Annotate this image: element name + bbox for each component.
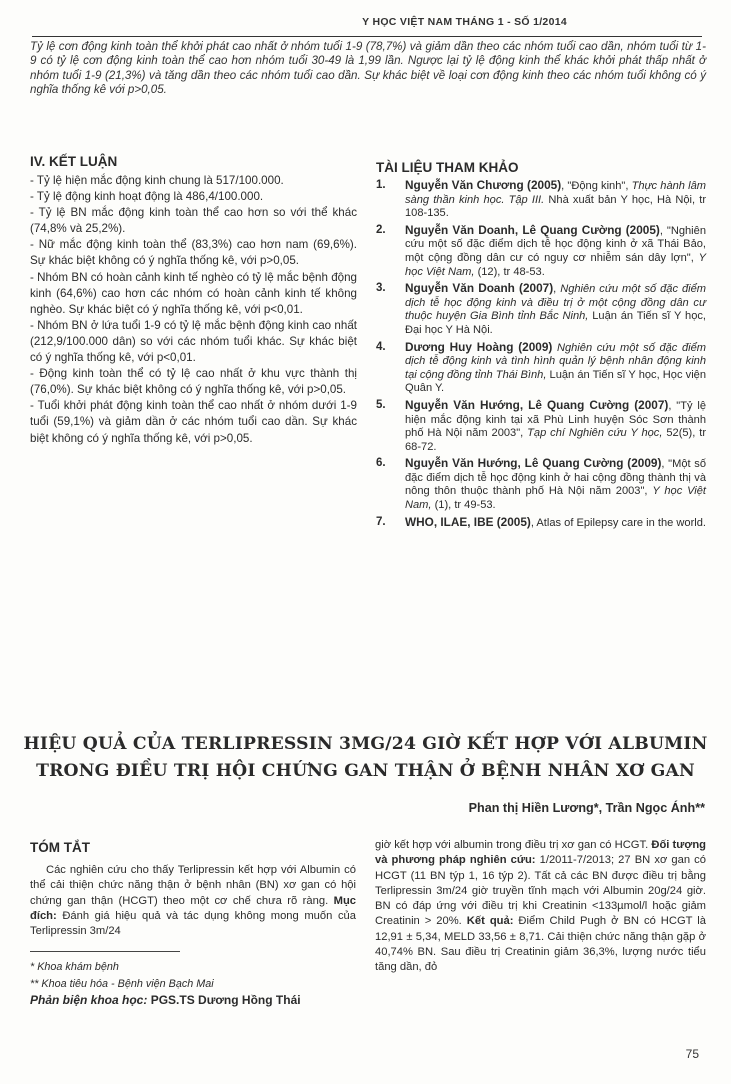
reference-source: Y học Việt Nam, (405, 485, 707, 512)
footnote-1: * Khoa khám bệnh (30, 961, 119, 973)
reference-text: , "Tỷ lệ hiện mắc động kinh tại xã Phù Linh huyện Sóc Sơn thành phố Hà Nội năm 2003", (405, 399, 706, 440)
abstract-text (30, 863, 356, 939)
intro-paragraph: Tỷ lệ cơn động kinh toàn thể khởi phát cao nhất ở nhóm tuổi 1-9 (78,7%) và giảm dần theo các nhóm tuổi cao dần, nhóm tuổi từ 1-9 có tỷ lệ cơn động kinh toàn thể cao hơn nhóm tuổi 30-49 là 1,99 lần. Ngược lại tỷ lệ động kinh thể khác khởi phát thấp nhất ở nhóm tuổi 1-9 (21,3%) và tăng dần theo các nhóm tuổi cao dần. Sự khác biệt về loại cơn động kinh theo các nhóm tuổi không có ý nghĩa thống kê với p>0,05. (30, 40, 706, 97)
reference-text: , "Động kinh", (561, 180, 632, 192)
reference-number: 3. (376, 282, 386, 295)
reference-author: Nguyễn Văn Chương (2005) (405, 178, 562, 192)
reviewer-label: Phản biện khoa học: (30, 993, 151, 1007)
abstract-text-part: 1/2011-7/2013; 27 BN xơ gan có HCGT (11 BN týp 1, 16 týp 2). Tất cả các BN được điều trị bằng Terlipressin 3m/24 giờ truyền tĩnh mạch với Albumin 20g/24 giờ. BN có đáp ứng với điều trị khi Creatinin <133µmol/l hoặc giảm Creatinin > 20%. (375, 854, 706, 928)
reference-number: 2. (376, 223, 386, 236)
reference-number: 4. (376, 340, 386, 353)
conclusion-item: - Tuổi khởi phát động kinh toàn thể cao nhất ở nhóm dưới 1-9 tuổi (59,1%) và giảm dần ở các nhóm tuổi cao dần. Sự khác biệt không có ý nghĩa thống kê, với p>0,05. (30, 399, 357, 445)
reference-text: Luận án Tiến sĩ Y học, Học viện Quân Y. (405, 368, 706, 395)
reference-text: , Atlas of Epilepsy care in the world. (530, 516, 706, 529)
reference-source: Nghiên cứu một số đặc điểm dịch tễ động kinh và tình hình quản lý bệnh nhân động kinh tại cộng đồng tỉnh Thái Bình, (405, 341, 706, 381)
reference-source: Nghiên cứu một số đặc điểm dịch tễ học động kinh và điều trị ở một cộng đồng dân cư thuộc huyện Gia Bình tỉnh Bắc Ninh, (405, 283, 706, 323)
journal-title: Y HỌC VIỆT NAM THÁNG 1 - SỐ 1/2014 (362, 16, 567, 28)
reference-author: Nguyễn Văn Hướng, Lê Quang Cường (2007) (405, 397, 669, 412)
conclusion-item: - Động kinh toàn thể có tỷ lệ cao nhất ở khu vực thành thị (76,0%). Sự khác biệt không có ý nghĩa thống kê, với p>0,05. (30, 367, 357, 397)
conclusion-section (30, 154, 357, 447)
references-title: TÀI LIỆU THAM KHẢO (376, 160, 519, 175)
reviewer-line (30, 992, 360, 1009)
reference-text: 52(5), tr 68-72. (405, 427, 707, 453)
reference-source: Y học Việt Nam, (405, 251, 706, 278)
references-list (376, 179, 706, 530)
reference-author: WHO, ILAE, IBE (2005) (405, 514, 531, 529)
reference-number: 7. (376, 515, 386, 528)
reference-text: Nhà xuất bản Y học, Hà Nội, tr 108-135. (405, 193, 707, 220)
journal-header (32, 12, 702, 37)
references-section (376, 160, 706, 533)
page-number: 75 (685, 1047, 699, 1061)
reference-item (376, 282, 706, 337)
abstract-left-column (30, 840, 356, 939)
reference-author: Nguyễn Văn Doanh, Lê Quang Cường (2005) (405, 222, 660, 237)
conclusion-title: IV. KẾT LUẬN (30, 154, 118, 169)
footnote-2: ** Khoa tiêu hóa - Bệnh viện Bạch Mai (30, 977, 214, 990)
reference-author: Nguyễn Văn Doanh (2007) (405, 281, 554, 296)
reference-author: Dương Huy Hoàng (2009) (405, 339, 553, 354)
footnote-divider (30, 951, 180, 952)
reference-item (376, 399, 706, 454)
abstract-text (375, 838, 706, 976)
abstract-text-part: giờ kết hợp với albumin trong điều trị xơ gan có HCGT. (375, 839, 652, 851)
abstract-text-part: Các nghiên cứu cho thấy Terlipressin kết hợp với Albumin có thể cải thiện chức năng thận ở bệnh nhân (BN) xơ gan có hội chứng gan thận (HCGT) theo một cơ chế chưa rõ ràng. (30, 864, 356, 907)
reference-text: Luận án Tiến sĩ Y học, Đại học Y Hà Nội. (405, 310, 707, 336)
reference-number: 1. (376, 179, 386, 191)
abstract-label: Đối tượng và phương pháp nghiên cứu: (375, 839, 707, 867)
reference-number: 6. (376, 457, 386, 470)
reference-item (376, 516, 706, 531)
footnotes (30, 959, 360, 1009)
reference-source: Tạp chí Nghiên cứu Y học, (527, 427, 663, 440)
abstract-right-column (375, 838, 706, 976)
reference-text: (1), tr 49-53. (431, 499, 496, 512)
reference-author: Nguyễn Văn Hướng, Lê Quang Cường (2009) (405, 456, 662, 471)
reference-item (376, 179, 706, 221)
reference-text: , "Một số đặc điểm dịch tễ học động kinh ở hai cộng đồng thành thị và nông thôn thuộc thành phố Hà Nội năm 2003", (405, 458, 706, 498)
reference-item (376, 341, 706, 396)
abstract-title: TÓM TẮT (30, 840, 90, 855)
reference-text: , (553, 283, 561, 296)
reference-source: Thực hành lâm sàng thần kinh học. Tập III. (405, 180, 706, 206)
abstract-text-part: Điểm Child Pugh ở BN có HCGT là 12,91 ± 5,34, MELD 33,56 ± 8,71. Cải thiện chức năng thận gặp ở 40,74% BN. Sau điều trị Creatinin giảm 36,3%, lượng nước tiểu tăng dần, đỏ (375, 915, 706, 974)
article-title-line: HIỆU QUẢ CỦA TERLIPRESSIN 3MG/24 GIỜ KẾT HỢP VỚI ALBUMIN (23, 734, 708, 754)
abstract-label: Mục đích: (30, 894, 356, 922)
conclusion-item: - Nữ mắc động kinh toàn thể (83,3%) cao hơn nam (69,6%). Sự khác biệt không có ý nghĩa thống kê, với p>0,05. (30, 238, 357, 268)
article-title (20, 731, 711, 785)
article-title-line: TRONG ĐIỀU TRỊ HỘI CHỨNG GAN THẬN Ở BỆNH NHÂN XƠ GAN (36, 761, 695, 781)
reference-item (376, 457, 706, 512)
article-authors: Phan thị Hiền Lương*, Trần Ngọc Ánh** (468, 801, 705, 815)
conclusion-item: - Nhóm BN có hoàn cảnh kinh tế nghèo có tỷ lệ mắc bệnh động kinh (64,6%) cao hơn các nhóm có hoàn cảnh kinh tế không nghèo. Sự khác biệt có ý nghĩa thống kê, với p<0,01. (30, 270, 357, 316)
conclusion-list (30, 173, 357, 447)
reviewer-name: PGS.TS Dương Hồng Thái (150, 993, 301, 1007)
conclusion-item: - Tỷ lệ BN mắc động kinh toàn thể cao hơn so với thể khác (74,8% và 25,2%). (30, 206, 357, 236)
conclusion-item: - Tỷ lệ động kinh hoạt động là 486,4/100.000. (30, 190, 264, 204)
reference-item (376, 224, 706, 279)
abstract-label: Kết quả: (466, 915, 514, 928)
reference-text: , "Nghiên cứu một số đặc điểm dịch tễ học động kinh ở xã Thái Bảo, một cộng đồng dân cư có nguy cơ nhiễm sán dây lợn", (405, 224, 706, 264)
abstract-text-part: Đánh giá hiệu quả và tác dụng không mong muốn của Terlipressin 3m/24 (30, 909, 356, 938)
conclusion-item: - Nhóm BN ở lứa tuổi 1-9 có tỷ lệ mắc bệnh động kinh cao nhất (212,9/100.000 dân) so với các nhóm tuổi khác. Sự khác biệt có ý nghĩa thống kê, với p<0,01. (30, 318, 357, 365)
reference-text: (12), tr 48-53. (474, 265, 545, 278)
conclusion-item: - Tỷ lệ hiện mắc động kinh chung là 517/100.000. (30, 174, 284, 187)
reference-number: 5. (376, 398, 386, 411)
